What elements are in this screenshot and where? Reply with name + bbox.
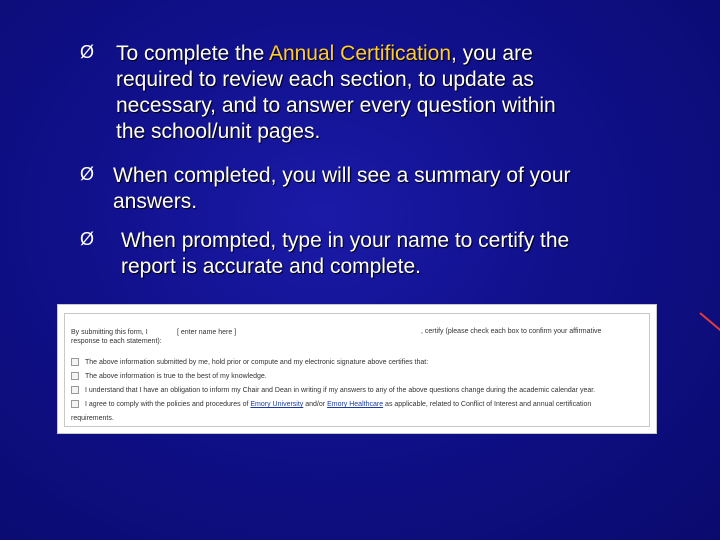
bullet-arrow-icon: Ø [80,42,95,62]
statement4-line2: requirements. [71,415,114,422]
statement-checkbox[interactable] [71,358,79,366]
statement-row [71,372,267,381]
statement-text: The above information submitted by me, hold prior or compute and my electronic signature above certifies that: [85,359,429,366]
statement-text [85,400,591,409]
bullet-summary [113,163,673,215]
statement-text: I understand that I have an obligation to inform my Chair and Dean in writing if my answers to any of the above questions change during the academic calendar year. [85,387,596,394]
form-intro-prefix: By submitting this form, I [71,329,148,336]
statement-checkbox[interactable] [71,400,79,408]
form-frame [64,313,650,427]
emory-healthcare-link[interactable]: Emory Healthcare [327,401,384,408]
emory-university-link[interactable]: Emory University [250,401,304,408]
decorative-red-line [699,312,720,339]
form-intro-suffix: , certify (please check each box to confirm your affirmative [421,328,602,335]
certification-form-screenshot [57,304,657,434]
bullet1-pre: To complete the [116,42,269,65]
statement4-post: as applicable, related to Conflict of Interest and annual certification [385,401,592,408]
statement-text: The above information is true to the best of my knowledge. [85,373,267,380]
bullet1-line4: the school/unit pages. [116,120,321,143]
form-intro-line2: response to each statement): [71,338,162,345]
bullet-annual-certification [116,41,676,145]
bullet1-post: , you are [451,42,533,65]
bullet1-line2: required to review each section, to update as [116,68,534,91]
statement-row [71,400,591,409]
bullet2-line1: When completed, you will see a summary of your [113,164,571,187]
statement-row [71,386,595,395]
bullet3-line1: When prompted, type in your name to certify the [121,229,570,252]
annual-certification-highlight: Annual Certification [268,42,452,65]
bullet-certify-name [121,228,681,280]
bullet1-line3: necessary, and to answer every question within [116,94,556,117]
bullet3-line2: report is accurate and complete. [121,255,421,278]
statement4-pre: I agree to comply with the policies and procedures of [85,401,249,408]
statement-checkbox[interactable] [71,372,79,380]
name-placeholder[interactable]: [ enter name here ] [177,329,237,336]
statement-checkbox[interactable] [71,386,79,394]
statement4-mid: and/or [305,401,326,408]
bullet2-line2: answers. [113,190,198,213]
bullet-arrow-icon: Ø [80,164,95,184]
bullet-arrow-icon: Ø [80,229,95,249]
statement-row [71,358,428,367]
